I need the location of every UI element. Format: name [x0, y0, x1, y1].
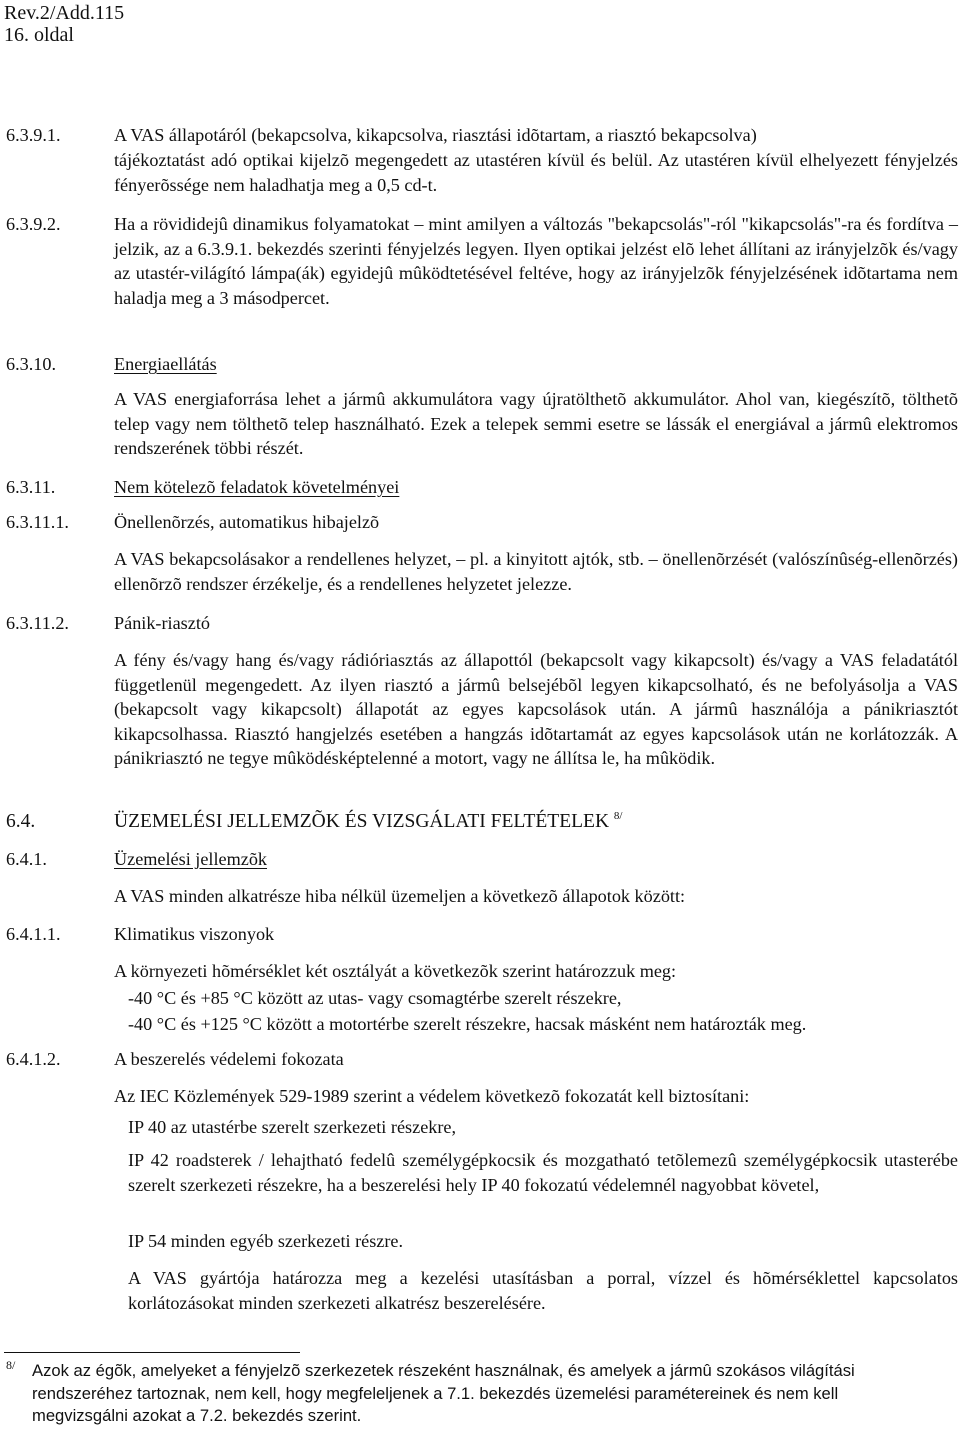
section-heading: Önellenõrzés, automatikus hibajelzõ [114, 512, 380, 532]
paragraph: A VAS bekapcsolásakor a rendellenes helyzet, – pl. a kinyitott ajtók, stb. – önellenõrzését (valószínûség-ellenõrzés) ellenõrzõ rendszer érzékelje, és a rendellenes helyzetet jelezze. [114, 549, 958, 594]
paragraph: A VAS energiaforrása lehet a jármû akkumulátora vagy újratölthetõ akkumulátor. Ahol van, kiegészítõ, tölthetõ telep vagy nem tölthetõ telep használható. Ezek a telepek semmi esetre se lássák el energiával a jármû elektromos rendszerének többi részét. [114, 389, 958, 458]
section-number: 6.3.11. [6, 477, 56, 497]
page-number: 16. oldal [4, 24, 74, 46]
footnote-mark: 8/ [6, 1358, 16, 1372]
footnote-divider [4, 1352, 300, 1353]
section-heading: Nem kötelezõ feladatok követelményei [114, 477, 400, 497]
paragraph: Az IEC Közlemények 529-1989 szerint a védelem következõ fokozatát kell biztosítani: [114, 1086, 750, 1106]
paragraph-continuation: tájékoztatást adó optikai kijelzõ megengedett az utastéren kívül és belül. Az utastéren kívül elhelyezett fényjelzés fényerõssége nem haladhatja meg a 0,5 cd-t. [114, 150, 958, 195]
list-item: -40 °C és +125 °C között a motortérbe szerelt részekre, hacsak másként nem határozták meg. [128, 1014, 807, 1034]
list-item-text: IP 42 roadsterek / lehajtható fedelû személygépkocsik és mozgatható tetõlemezû személygépkocsik utasterébe szerelt szerkezeti részekre, ha a beszerelési hely IP 40 fokozatú védelemnél nagyobbat követel, [128, 1150, 958, 1195]
section-number: 6.4.1.2. [6, 1049, 61, 1069]
section-heading: Klimatikus viszonyok [114, 924, 275, 944]
section-number: 6.3.10. [6, 354, 57, 374]
chapter-heading-text: ÜZEMELÉSI JELLEMZÕK ÉS VIZSGÁLATI FELTÉTELEK [114, 811, 610, 832]
section-number: 6.4.1.1. [6, 924, 61, 944]
section-number: 6.3.9.2. [6, 214, 61, 234]
section-heading: Pánik-riasztó [114, 613, 210, 633]
section-number: 6.3.11.1. [6, 512, 69, 532]
section-number: 6.4. [6, 811, 36, 832]
section-heading: Üzemelési jellemzõk [114, 849, 268, 869]
section-heading: A beszerelés védelemi fokozata [114, 1049, 344, 1069]
section-heading: Energiaellátás [114, 354, 217, 374]
document-code: Rev.2/Add.115 [4, 2, 125, 24]
paragraph: A VAS minden alkatrésze hiba nélkül üzemeljen a következõ állapotok között: [114, 886, 686, 906]
paragraph: Ha a rövididejû dinamikus folyamatokat – mint amilyen a változás "bekapcsolás"-ról "kikapcsolás"-ra és fordítva – jelzik, az a 6.3.9.1. bekezdés szerinti fényjelzés legyen. Ilyen optikai jelzést elõ lehet állítani az irányjelzõk és/vagy az utastér-világító lámpa(ák) egyidejû mûködtetésével feltéve, hogy az irányjelzõk fényjelzésének idõtartama nem haladja meg a 3 másodpercet. [114, 214, 958, 308]
paragraph: A VAS gyártója határozza meg a kezelési utasításban a porral, vízzel és hõmérséklettel kapcsolatos korlátozásokat minden szerkezeti alkatrész beszerelésére. [128, 1268, 958, 1313]
list-item-wrapped [128, 1148, 958, 1197]
chapter-heading [114, 810, 622, 835]
section-number: 6.3.9.1. [6, 125, 61, 145]
footnote-reference: 8/ [613, 810, 623, 822]
paragraph-first-line: A VAS állapotáról (bekapcsolva, kikapcsolva, riasztási idõtartam, a riasztó bekapcsolva) [114, 125, 757, 145]
list-item: -40 °C és +85 °C között az utas- vagy csomagtérbe szerelt részekre, [128, 988, 622, 1008]
section-number: 6.3.11.2. [6, 613, 69, 633]
paragraph: A fény és/vagy hang és/vagy rádióriasztás az állapottól (bekapcsolt vagy kikapcsolt) és/vagy a VAS feladatától függetlenül megengedett. Az ilyen riasztó a jármû belsejébõl legyen kikapcsolható, és ne befolyásolja a VAS (bekapcsolt vagy kikapcsolt) állapotát az egyes kapcsolások után. A jármû használója a pánikriasztót kikapcsolhassa. Riasztó hangjelzés esetében a hangzás idõtartamát az egyes kapcsolások után ne korlátozzák. A pánikriasztó ne tegye mûködésképtelenné a motort, vagy ne állítsa le, ha mûködik. [114, 650, 958, 768]
list-item: IP 54 minden egyéb szerkezeti részre. [128, 1231, 404, 1251]
paragraph: A környezeti hõmérséklet két osztályát a következõk szerint határozzuk meg: [114, 961, 677, 981]
list-item: IP 40 az utastérbe szerelt szerkezeti részekre, [128, 1117, 457, 1137]
footnote-text: Azok az égõk, amelyeket a fényjelzõ szerkezetek részeként használnak, és amelyek a jármû szokásos világítási rendszeréhez tartoznak, nem kell, hogy megfeleljenek a 7.1. bekezdés üzemelési paramétereinek és nem kell megvizsgálni azokat a 7.2. bekezdés szerint. [32, 1361, 855, 1425]
section-number: 6.4.1. [6, 849, 47, 869]
